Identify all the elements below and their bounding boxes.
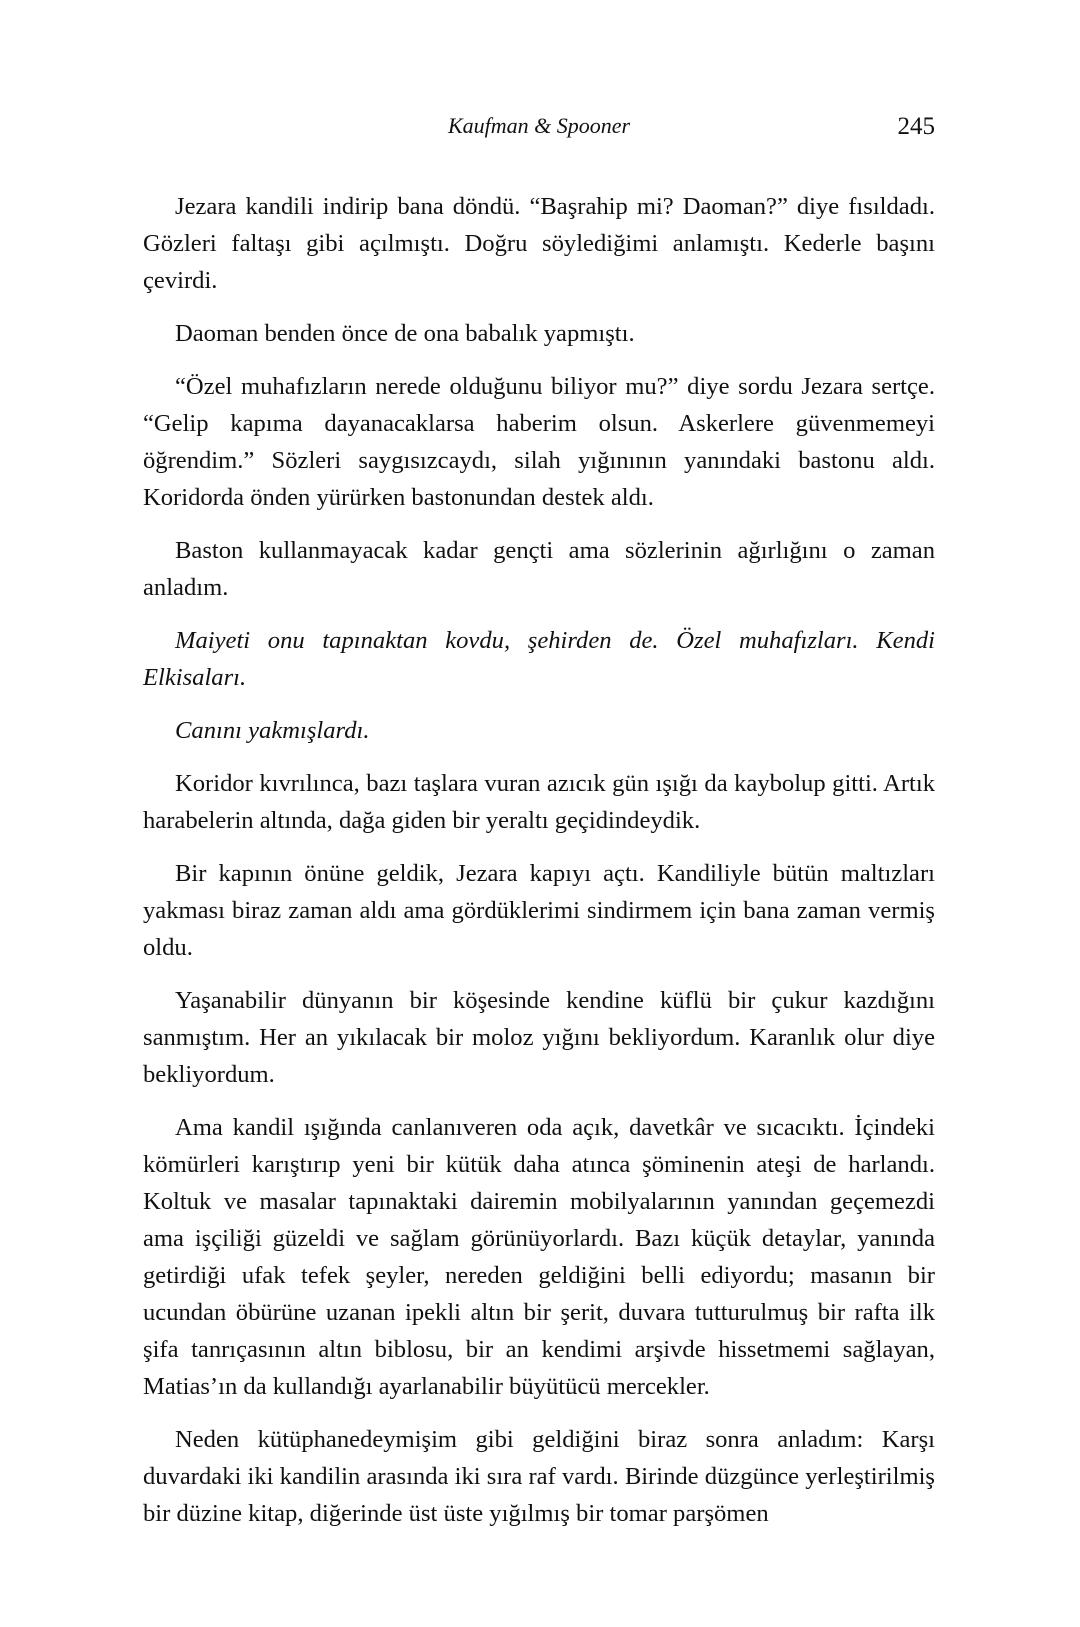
paragraph: Yaşanabilir dünyanın bir köşesinde kendine küflü bir çukur kazdığını sanmıştım. Her an yıkılacak bir moloz yığını bekliyordum. Karanlık olur diye bekliyordum. xyxy=(143,987,935,1088)
page-number: 245 xyxy=(897,113,935,140)
page-header xyxy=(143,113,935,149)
running-title: Kaufman & Spooner xyxy=(447,113,631,138)
paragraph: Koridor kıvrılınca, bazı taşlara vuran azıcık gün ışığı da kaybolup gitti. Artık harabelerin altında, dağa giden bir yeraltı geçidindeydik. xyxy=(143,770,935,834)
paragraph: Bir kapının önüne geldik, Jezara kapıyı açtı. Kandiliyle bütün maltızları yakması biraz zaman aldı ama gördüklerimi sindirmem için bana zaman vermiş oldu. xyxy=(143,860,935,961)
italic-paragraph: Canını yakmışlardı. xyxy=(175,717,370,744)
paragraph: “Özel muhafızların nerede olduğunu biliyor mu?” diye sordu Jezara sertçe. “Gelip kapıma dayanacaklarsa haberim olsun. Askerlere güvenmemeyi öğrendim.” Sözleri saygısızcaydı, silah yığınının yanındaki bastonu aldı. Koridorda önden yürürken bastonundan destek aldı. xyxy=(143,373,935,511)
paragraph: Baston kullanmayacak kadar gençti ama sözlerinin ağırlığını o zaman anladım. xyxy=(143,537,935,601)
paragraph: Ama kandil ışığında canlanıveren oda açık, davetkâr ve sıcacıktı. İçindeki kömürleri karıştırıp yeni bir kütük daha atınca şöminenin ateşi de harlandı. Koltuk ve masalar tapınaktaki dairemin mobilyalarının yanından geçemezdi ama işçiliği güzeldi ve sağlam görünüyorlardı. Bazı küçük detaylar, yanında getirdiği ufak tefek şeyler, nereden geldiğini belli ediyordu; masanın bir ucundan öbürüne uzanan ipekli altın bir şerit, duvara tutturulmuş bir rafta ilk şifa tanrıçasının altın biblosu, bir an kendimi arşivde hissetmemi sağlayan, Matias’ın da kullandığı ayarlanabilir büyütücü mercekler. xyxy=(143,1114,935,1400)
body-text xyxy=(143,188,935,1548)
italic-paragraph: Maiyeti onu tapınaktan kovdu, şehirden de. Özel muhafızları. Kendi Elkisaları. xyxy=(143,627,935,691)
paragraph: Neden kütüphanedeymişim gibi geldiğini biraz sonra anladım: Karşı duvardaki iki kandilin arasında iki sıra raf vardı. Birinde düzgünce yerleştirilmiş bir düzine kitap, diğerinde üst üste yığılmış bir tomar parşömen xyxy=(143,1426,935,1527)
paragraph: Daoman benden önce de ona babalık yapmıştı. xyxy=(175,320,635,347)
paragraph: Jezara kandili indirip bana döndü. “Başrahip mi? Daoman?” diye fısıldadı. Gözleri faltaşı gibi açılmıştı. Doğru söylediğimi anlamıştı. Kederle başını çevirdi. xyxy=(143,193,935,294)
